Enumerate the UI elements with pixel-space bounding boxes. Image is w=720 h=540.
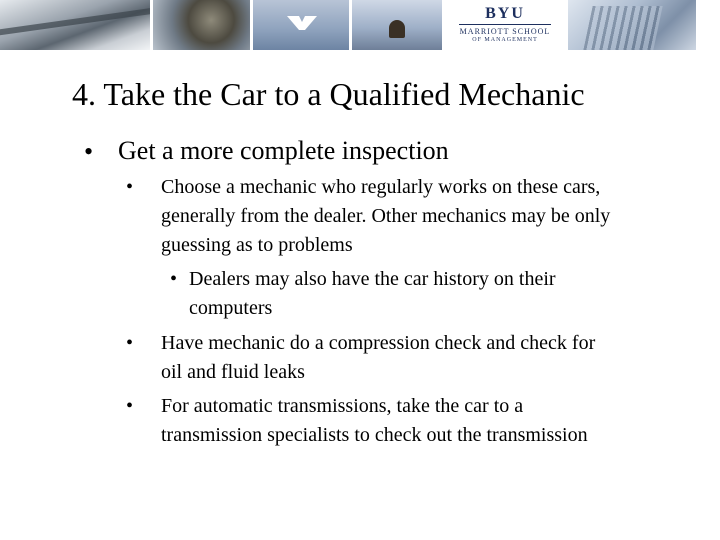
main-bullet: Get a more complete inspection <box>118 136 449 165</box>
sub-sub-bullet-dealers: Dealers may also have the car history on their computers <box>189 268 556 319</box>
bell-icon <box>389 20 405 38</box>
slide-title: 4. Take the Car to a Qualified Mechanic <box>72 76 585 112</box>
banner-photo-bell <box>352 0 442 50</box>
banner-photo-mountain <box>253 0 349 50</box>
bullet-marker: • <box>84 137 94 166</box>
banner-photo-statue <box>153 0 250 50</box>
banner-photo-building <box>568 0 696 50</box>
logo-rule <box>459 24 551 25</box>
bullet-marker: • <box>126 176 134 198</box>
sub-bullet-compression: Have mechanic do a compression check and check for oil and fluid leaks <box>161 332 596 383</box>
bullet-marker: • <box>170 268 178 290</box>
header-banner <box>0 0 720 54</box>
bullet-marker: • <box>126 332 134 354</box>
sub-bullet-mechanic: Choose a mechanic who regularly works on these cars, generally from the dealer. Other mechanics may be only guessing as to problems <box>161 176 611 256</box>
bullet-marker: • <box>126 395 134 417</box>
logo-school: MARRIOTT SCHOOL <box>459 27 551 36</box>
logo-byu: BYU <box>485 5 525 22</box>
y-mountain-icon <box>285 14 319 32</box>
sub-bullet-transmission: For automatic transmissions, take the car to a transmission specialists to check out the transmission <box>161 395 588 446</box>
byu-marriott-logo <box>445 0 565 50</box>
banner-photo-pillars <box>0 0 150 50</box>
logo-management: OF MANAGEMENT <box>472 37 538 43</box>
